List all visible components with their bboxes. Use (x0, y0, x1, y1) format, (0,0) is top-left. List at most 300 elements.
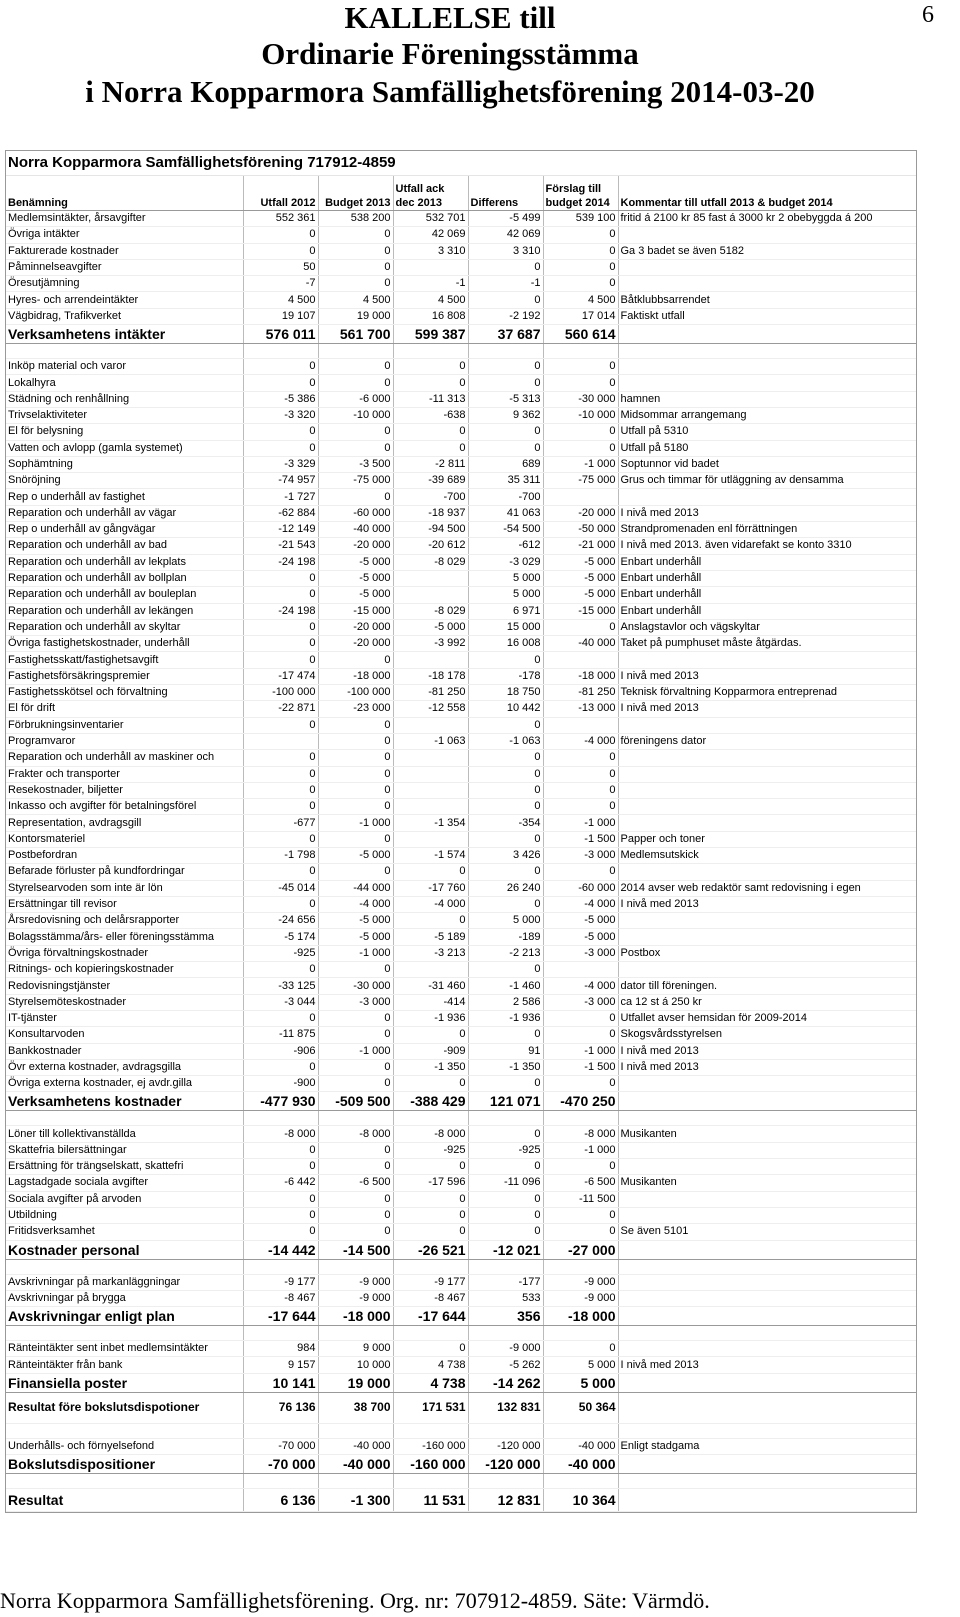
row-label: Fastighetsförsäkringspremier (6, 668, 243, 684)
table-row (6, 750, 916, 766)
value-cell: -18 000 (543, 668, 618, 684)
table-row (6, 538, 916, 554)
value-cell: -20 000 (318, 619, 393, 635)
value-cell: -4 000 (543, 896, 618, 912)
value-cell (243, 1259, 318, 1274)
value-cell (543, 1474, 618, 1489)
comment-cell: I nivå med 2013 (618, 505, 916, 521)
value-cell: -6 442 (243, 1175, 318, 1191)
value-cell: 0 (243, 799, 318, 815)
value-cell: 0 (318, 1207, 393, 1223)
value-cell: 560 614 (543, 325, 618, 344)
comment-cell: Ga 3 badet se även 5182 (618, 243, 916, 259)
value-cell: -900 (243, 1076, 318, 1092)
value-cell: -1 063 (468, 733, 543, 749)
row-label: Påminnelseavgifter (6, 259, 243, 275)
value-cell (543, 1259, 618, 1274)
value-cell: 599 387 (393, 325, 468, 344)
value-cell: -12 021 (468, 1240, 543, 1259)
value-cell: -1 (393, 276, 468, 292)
row-label: Programvaror (6, 733, 243, 749)
value-cell: 0 (468, 1159, 543, 1175)
spacer-row (6, 344, 916, 359)
row-label: Kostnader personal (6, 1240, 243, 1259)
row-label: Reparation och underhåll av maskiner och (6, 750, 243, 766)
value-cell: -21 000 (543, 538, 618, 554)
comment-cell: I nivå med 2013 (618, 1043, 916, 1059)
value-cell: 0 (243, 1010, 318, 1026)
value-cell: 5 000 (543, 1373, 618, 1392)
table-row (6, 847, 916, 863)
value-cell (393, 652, 468, 668)
table-row (6, 391, 916, 407)
value-cell: -5 499 (468, 211, 543, 227)
comment-cell (618, 750, 916, 766)
row-label: IT-tjänster (6, 1010, 243, 1026)
value-cell: -925 (468, 1142, 543, 1158)
value-cell: 0 (318, 799, 393, 815)
comment-cell: Båtklubbsarrendet (618, 292, 916, 308)
value-cell: 2 586 (468, 994, 543, 1010)
value-cell: -1 354 (393, 815, 468, 831)
comment-cell: Utfall på 5180 (618, 440, 916, 456)
comment-cell (618, 227, 916, 243)
row-label: Reparation och underhåll av bad (6, 538, 243, 554)
value-cell: 0 (468, 782, 543, 798)
value-cell: 0 (318, 1159, 393, 1175)
value-cell: 5 000 (543, 1357, 618, 1373)
value-cell: 91 (468, 1043, 543, 1059)
comment-cell: Enbart underhåll (618, 570, 916, 586)
value-cell: 0 (243, 227, 318, 243)
value-cell: 984 (243, 1341, 318, 1357)
value-cell: -909 (393, 1043, 468, 1059)
value-cell: 0 (543, 359, 618, 375)
value-cell: 538 200 (318, 211, 393, 227)
table-row (6, 668, 916, 684)
value-cell: -81 250 (543, 685, 618, 701)
value-cell (393, 259, 468, 275)
table-row (6, 1341, 916, 1357)
table-row (6, 570, 916, 586)
value-cell: -5 000 (543, 587, 618, 603)
value-cell: -100 000 (243, 685, 318, 701)
comment-cell (618, 1455, 916, 1474)
comment-cell: I nivå med 2013 (618, 896, 916, 912)
comment-cell (618, 864, 916, 880)
value-cell: -1 000 (318, 815, 393, 831)
table-row (6, 227, 916, 243)
table-row (6, 440, 916, 456)
value-cell: -1 000 (318, 945, 393, 961)
value-cell (393, 570, 468, 586)
value-cell: 9 157 (243, 1357, 318, 1373)
row-label: Reparation och underhåll av skyltar (6, 619, 243, 635)
table-row (6, 880, 916, 896)
heading-meeting: Ordinarie Föreningsstämma (261, 36, 639, 71)
value-cell: 50 364 (543, 1392, 618, 1423)
comment-cell (618, 1307, 916, 1326)
value-cell: -1 574 (393, 847, 468, 863)
value-cell: -1 500 (543, 831, 618, 847)
row-label: Årsredovisning och delårsrapporter (6, 913, 243, 929)
value-cell: -6 000 (318, 391, 393, 407)
heading-association-date: i Norra Kopparmora Samfällighetsförening 2014-03-20 (85, 74, 815, 109)
value-cell: -5 000 (318, 913, 393, 929)
value-cell: -6 500 (318, 1175, 393, 1191)
value-cell: -388 429 (393, 1092, 468, 1111)
table-row (6, 1191, 916, 1207)
value-cell: -2 213 (468, 945, 543, 961)
row-label: Ränteintäkter från bank (6, 1357, 243, 1373)
value-cell: 132 831 (468, 1392, 543, 1423)
value-cell: -27 000 (543, 1240, 618, 1259)
value-cell: -9 000 (543, 1290, 618, 1306)
row-label: Fastighetsskatt/fastighetsavgift (6, 652, 243, 668)
value-cell (393, 1474, 468, 1489)
value-cell: 0 (468, 292, 543, 308)
value-cell: -62 884 (243, 505, 318, 521)
value-cell (543, 1111, 618, 1126)
value-cell: -21 543 (243, 538, 318, 554)
value-cell: -5 000 (318, 847, 393, 863)
value-cell: -12 558 (393, 701, 468, 717)
value-cell: 0 (393, 440, 468, 456)
value-cell (318, 1326, 393, 1341)
value-cell: -5 000 (318, 587, 393, 603)
value-cell (393, 1259, 468, 1274)
comment-cell: I nivå med 2013 (618, 1357, 916, 1373)
table-row (6, 505, 916, 521)
value-cell: 0 (243, 375, 318, 391)
value-cell: -5 174 (243, 929, 318, 945)
value-cell: 0 (543, 1224, 618, 1240)
comment-cell: Teknisk förvaltning Kopparmora entreprenad (618, 685, 916, 701)
value-cell: -5 189 (393, 929, 468, 945)
value-cell: -81 250 (393, 685, 468, 701)
comment-cell (618, 259, 916, 275)
value-cell: -4 000 (318, 896, 393, 912)
value-cell: 0 (393, 1159, 468, 1175)
value-cell: 0 (393, 1076, 468, 1092)
value-cell: 0 (243, 782, 318, 798)
value-cell: 10 364 (543, 1489, 618, 1512)
comment-cell (618, 375, 916, 391)
table-row (6, 375, 916, 391)
row-label: Sophämtning (6, 456, 243, 472)
table-row (6, 359, 916, 375)
value-cell: 0 (318, 227, 393, 243)
value-cell: 0 (468, 962, 543, 978)
table-row (6, 913, 916, 929)
value-cell: -9 000 (318, 1290, 393, 1306)
value-cell: 0 (243, 766, 318, 782)
value-cell: -3 000 (543, 994, 618, 1010)
table-row (6, 587, 916, 603)
value-cell: 10 000 (318, 1357, 393, 1373)
value-cell: -906 (243, 1043, 318, 1059)
value-cell: 0 (393, 1341, 468, 1357)
row-label: Postbefordran (6, 847, 243, 863)
value-cell: 19 107 (243, 308, 318, 324)
value-cell: -1 350 (393, 1059, 468, 1075)
value-cell: 0 (543, 424, 618, 440)
value-cell: 0 (393, 1224, 468, 1240)
value-cell: 0 (318, 424, 393, 440)
comment-cell (618, 1392, 916, 1423)
value-cell: -1 798 (243, 847, 318, 863)
table-row (6, 1076, 916, 1092)
value-cell: 0 (318, 962, 393, 978)
value-cell: -3 329 (243, 456, 318, 472)
value-cell: 0 (318, 750, 393, 766)
value-cell: 0 (318, 782, 393, 798)
comment-cell: Faktiskt utfall (618, 308, 916, 324)
value-cell: 0 (468, 799, 543, 815)
value-cell: -100 000 (318, 685, 393, 701)
value-cell (243, 1474, 318, 1489)
value-cell: 356 (468, 1307, 543, 1326)
value-cell: 0 (543, 1010, 618, 1026)
value-cell: 19 000 (318, 308, 393, 324)
value-cell (543, 344, 618, 359)
row-label: Övr externa kostnader, avdragsgilla (6, 1059, 243, 1075)
value-cell: -178 (468, 668, 543, 684)
table-row (6, 1027, 916, 1043)
value-cell: -8 000 (243, 1126, 318, 1142)
value-cell: -120 000 (468, 1455, 543, 1474)
value-cell: -13 000 (543, 701, 618, 717)
value-cell: 0 (543, 227, 618, 243)
value-cell: 0 (243, 1224, 318, 1240)
comment-cell: I nivå med 2013. även vidarefakt se konto 3310 (618, 538, 916, 554)
value-cell: -40 000 (318, 1438, 393, 1454)
row-label: Ersättning för trängselskatt, skattefri (6, 1159, 243, 1175)
row-label: Rep o underhåll av fastighet (6, 489, 243, 505)
value-cell (468, 1423, 543, 1438)
value-cell: 16 808 (393, 308, 468, 324)
value-cell: 0 (318, 717, 393, 733)
comment-cell (618, 929, 916, 945)
row-label: Rep o underhåll av gångvägar (6, 522, 243, 538)
comment-cell (618, 1341, 916, 1357)
row-label: Fastighetsskötsel och förvaltning (6, 685, 243, 701)
value-cell: -20 000 (318, 636, 393, 652)
table-row (6, 619, 916, 635)
value-cell: 0 (243, 587, 318, 603)
value-cell: -3 000 (318, 994, 393, 1010)
value-cell: 76 136 (243, 1392, 318, 1423)
table-row (6, 407, 916, 423)
value-cell: 0 (468, 831, 543, 847)
comment-cell (618, 766, 916, 782)
value-cell: -9 177 (243, 1274, 318, 1290)
value-cell: -1 (468, 276, 543, 292)
value-cell (543, 1423, 618, 1438)
value-cell: 0 (243, 962, 318, 978)
value-cell: 0 (543, 1076, 618, 1092)
value-cell: 0 (543, 766, 618, 782)
value-cell: -18 000 (543, 1307, 618, 1326)
value-cell: 539 100 (543, 211, 618, 227)
table-row (6, 815, 916, 831)
comment-cell: Enbart underhåll (618, 554, 916, 570)
table-row (6, 1043, 916, 1059)
row-label (6, 1326, 243, 1341)
value-cell: -33 125 (243, 978, 318, 994)
comment-cell (618, 799, 916, 815)
table-row (6, 962, 916, 978)
comment-cell: Enbart underhåll (618, 603, 916, 619)
value-cell: -8 029 (393, 603, 468, 619)
subtotal-row (6, 325, 916, 344)
row-label: Avskrivningar på markanläggningar (6, 1274, 243, 1290)
value-cell: -6 500 (543, 1175, 618, 1191)
subtotal-row (6, 1240, 916, 1259)
comment-cell (618, 652, 916, 668)
value-cell: -18 937 (393, 505, 468, 521)
value-cell: -3 000 (543, 847, 618, 863)
heading-kallelse: KALLELSE till (344, 0, 556, 35)
value-cell: 0 (543, 1027, 618, 1043)
spacer-row (6, 1474, 916, 1489)
spacer-row (6, 1259, 916, 1274)
column-header: Budget 2013 (318, 176, 393, 211)
value-cell: -70 000 (243, 1438, 318, 1454)
value-cell: -509 500 (318, 1092, 393, 1111)
value-cell: 0 (243, 1207, 318, 1223)
value-cell: 9 000 (318, 1341, 393, 1357)
value-cell: 552 361 (243, 211, 318, 227)
value-cell: -20 612 (393, 538, 468, 554)
value-cell: -7 (243, 276, 318, 292)
value-cell: 0 (543, 799, 618, 815)
value-cell: 0 (468, 652, 543, 668)
value-cell: -10 000 (543, 407, 618, 423)
value-cell: -1 727 (243, 489, 318, 505)
value-cell: -477 930 (243, 1092, 318, 1111)
value-cell: 532 701 (393, 211, 468, 227)
value-cell: 0 (393, 359, 468, 375)
comment-cell: Strandpromenaden enl förrättningen (618, 522, 916, 538)
table-row (6, 864, 916, 880)
comment-cell (618, 1207, 916, 1223)
column-header: Benämning (6, 176, 243, 211)
row-label: Verksamhetens kostnader (6, 1092, 243, 1111)
value-cell: 0 (393, 375, 468, 391)
value-cell: 0 (393, 864, 468, 880)
row-label: El för belysning (6, 424, 243, 440)
value-cell: 19 000 (318, 1373, 393, 1392)
row-label: Lagstadgade sociala avgifter (6, 1175, 243, 1191)
value-cell (543, 962, 618, 978)
comment-cell (618, 782, 916, 798)
value-cell: -8 467 (243, 1290, 318, 1306)
table-row (6, 603, 916, 619)
value-cell: -3 044 (243, 994, 318, 1010)
table-row (6, 685, 916, 701)
table-row (6, 994, 916, 1010)
value-cell (318, 1474, 393, 1489)
value-cell: 0 (318, 359, 393, 375)
table-row (6, 489, 916, 505)
value-cell: -45 014 (243, 880, 318, 896)
table-row (6, 1224, 916, 1240)
value-cell: 0 (468, 1207, 543, 1223)
value-cell: -70 000 (243, 1455, 318, 1474)
table-row (6, 717, 916, 733)
value-cell: -40 000 (318, 522, 393, 538)
value-cell: -1 000 (543, 815, 618, 831)
value-cell: 0 (243, 440, 318, 456)
table-row (6, 211, 916, 227)
budget-sheet (5, 150, 917, 1513)
value-cell: 12 831 (468, 1489, 543, 1512)
comment-cell: Enligt stadgama (618, 1438, 916, 1454)
value-cell: 0 (243, 570, 318, 586)
value-cell (468, 1111, 543, 1126)
value-cell: 0 (243, 652, 318, 668)
value-cell: -94 500 (393, 522, 468, 538)
table-row (6, 799, 916, 815)
value-cell: -14 500 (318, 1240, 393, 1259)
value-cell: -1 300 (318, 1489, 393, 1512)
value-cell: 6 136 (243, 1489, 318, 1512)
value-cell: 0 (318, 1010, 393, 1026)
value-cell: 689 (468, 456, 543, 472)
comment-cell (618, 489, 916, 505)
value-cell: -40 000 (543, 636, 618, 652)
value-cell: 0 (243, 424, 318, 440)
value-cell: 0 (318, 1027, 393, 1043)
value-cell: -160 000 (393, 1438, 468, 1454)
comment-cell: Postbox (618, 945, 916, 961)
value-cell (393, 1326, 468, 1341)
row-label: Övriga intäkter (6, 227, 243, 243)
footer-organization: Norra Kopparmora Samfällighetsförening. Org. nr: 707912-4859. Säte: Värmdö. (0, 1588, 710, 1613)
value-cell: -5 000 (393, 619, 468, 635)
row-label: Ritnings- och kopieringskostnader (6, 962, 243, 978)
value-cell (543, 1326, 618, 1341)
value-cell: -75 000 (318, 473, 393, 489)
value-cell (243, 1111, 318, 1126)
subtotal-row (6, 1307, 916, 1326)
table-row (6, 766, 916, 782)
value-cell: -9 000 (468, 1341, 543, 1357)
comment-cell (618, 1259, 916, 1274)
row-label: El för drift (6, 701, 243, 717)
value-cell: -18 000 (318, 668, 393, 684)
value-cell: 0 (243, 864, 318, 880)
value-cell: 0 (243, 1142, 318, 1158)
value-cell: 0 (318, 243, 393, 259)
value-cell: -3 213 (393, 945, 468, 961)
result-row (6, 1489, 916, 1512)
comment-cell: fritid á 2100 kr 85 fast á 3000 kr 2 obebyggda á 200 (618, 211, 916, 227)
value-cell: 4 500 (318, 292, 393, 308)
table-row (6, 1010, 916, 1026)
budget-table-body (6, 211, 916, 1512)
value-cell: 3 310 (468, 243, 543, 259)
row-label: Reparation och underhåll av lekängen (6, 603, 243, 619)
value-cell: -700 (468, 489, 543, 505)
value-cell: -14 262 (468, 1373, 543, 1392)
value-cell: -17 760 (393, 880, 468, 896)
value-cell: -14 442 (243, 1240, 318, 1259)
table-row (6, 896, 916, 912)
value-cell (393, 717, 468, 733)
value-cell: 0 (468, 1224, 543, 1240)
